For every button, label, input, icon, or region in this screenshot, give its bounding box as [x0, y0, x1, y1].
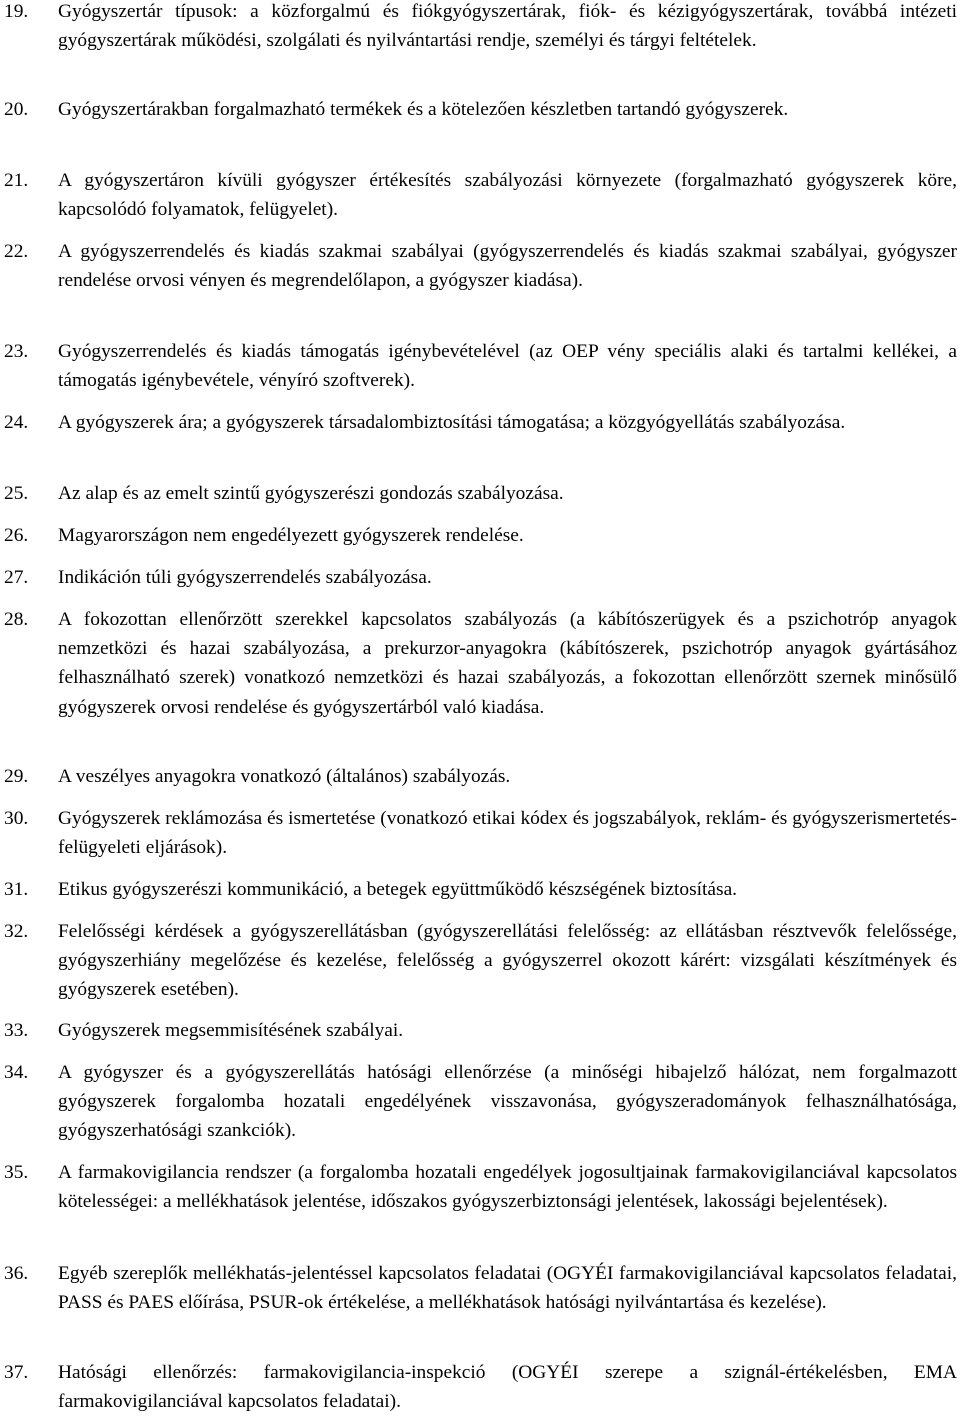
item-text: Indikáción túli gyógyszerrendelés szabályozása. — [58, 567, 432, 588]
item-number: 36. — [4, 1263, 29, 1284]
list-item — [4, 1016, 957, 1045]
item-text: Hatósági ellenőrzés: farmakovigilancia-inspekció (OGYÉI szerepe a szignál-értékelésben, EMA farmakovigilanciával kapcsolatos feladatai). — [58, 1362, 957, 1413]
list-item — [4, 917, 957, 1005]
item-number: 26. — [4, 525, 29, 546]
item-text: A fokozottan ellenőrzött szerekkel kapcsolatos szabályozás (a kábítószerügyek és a pszichotróp anyagok nemzetközi és hazai szabályozása, a prekurzor-anyagokra (kábítószerek, pszichotróp anyagok gyártásához felhasználható szerek) vonatkozó nemzetközi és hazai szabályozás, a fokozottan ellenőrzött szernek minősülő gyógyszerek orvosi rendelése és gyógyszertárból való kiadása. — [58, 609, 957, 718]
list-item — [4, 1058, 957, 1146]
item-number: 21. — [4, 170, 29, 191]
item-text: A gyógyszerrendelés és kiadás szakmai szabályai (gyógyszerrendelés és kiadás szakmai szabályai, gyógyszer rendelése orvosi vényen és megrendelőlapon, a gyógyszer kiadása). — [58, 241, 957, 292]
item-number: 23. — [4, 341, 29, 362]
item-number: 34. — [4, 1062, 29, 1083]
list-item — [4, 762, 957, 791]
list-item — [4, 237, 957, 295]
list-item — [4, 479, 957, 508]
item-text: Felelősségi kérdések a gyógyszerellátásban (gyógyszerellátási felelősség: az ellátásban résztvevők felelőssége, gyógyszerhiány megelőzése és kezelése, felelősség a gyógyszerrel okozott kárért: vizsgálati készítmények és gyógyszerek esetében). — [58, 921, 957, 1001]
item-text: A gyógyszer és a gyógyszerellátás hatósági ellenőrzése (a minőségi hibajelző hálózat, nem forgalmazott gyógyszerek forgalomba hozatali engedélyének visszavonása, gyógyszeradományok felhasználhatósága, gyógyszerhatósági szankciók). — [58, 1062, 957, 1142]
list-item — [4, 563, 957, 592]
item-text: Az alap és az emelt szintű gyógyszerészi gondozás szabályozása. — [58, 483, 564, 504]
item-number: 32. — [4, 921, 29, 942]
item-number: 27. — [4, 567, 29, 588]
item-text: Magyarországon nem engedélyezett gyógyszerek rendelése. — [58, 525, 524, 546]
item-text: Gyógyszerek reklámozása és ismertetése (vonatkozó etikai kódex és jogszabályok, reklám- és gyógyszerismertetés-felügyeleti eljárások). — [58, 808, 957, 859]
item-number: 20. — [4, 99, 29, 120]
item-text: Gyógyszertár típusok: a közforgalmú és fiókgyógyszertárak, fiók- és kézigyógyszertárak, továbbá intézeti gyógyszertárak működési, szolgálati és nyilvántartási rendje, személyi és tárgyi feltételek. — [58, 1, 957, 52]
item-text: Egyéb szereplők mellékhatás-jelentéssel kapcsolatos feladatai (OGYÉI farmakovigilanciával kapcsolatos feladatai, PASS és PAES előírása, PSUR-ok értékelése, a mellékhatások hatósági nyilvántartása és kezelése). — [58, 1263, 957, 1314]
list-item — [4, 166, 957, 224]
item-number: 31. — [4, 879, 29, 900]
item-number: 33. — [4, 1020, 29, 1041]
item-number: 29. — [4, 766, 29, 787]
item-text: A farmakovigilancia rendszer (a forgalomba hozatali engedélyek jogosultjainak farmakovigilanciával kapcsolatos kötelességei: a mellékhatások jelentése, időszakos gyógyszerbiztonsági jelentések, lakossági bejelentések). — [58, 1162, 957, 1213]
list-item — [4, 0, 957, 55]
item-text: Gyógyszerrendelés és kiadás támogatás igénybevételével (az OEP vény speciális alaki és tartalmi kellékei, a támogatás igénybevétele, vényíró szoftverek). — [58, 341, 957, 392]
list-item — [4, 95, 957, 124]
list-item — [4, 408, 957, 437]
item-number: 25. — [4, 483, 29, 504]
list-item — [4, 521, 957, 550]
item-text: A veszélyes anyagokra vonatkozó (általános) szabályozás. — [58, 766, 511, 787]
item-number: 19. — [4, 1, 29, 22]
list-item — [4, 337, 957, 395]
list-item — [4, 605, 957, 722]
item-number: 28. — [4, 609, 29, 630]
list-item — [4, 875, 957, 904]
item-number: 37. — [4, 1362, 29, 1383]
item-number: 30. — [4, 808, 29, 829]
item-text: Gyógyszertárakban forgalmazható termékek és a kötelezően készletben tartandó gyógyszerek. — [58, 99, 789, 120]
list-item — [4, 1358, 957, 1416]
list-item — [4, 804, 957, 862]
item-text: A gyógyszerek ára; a gyógyszerek társadalombiztosítási támogatása; a közgyógyellátás szabályozása. — [58, 412, 846, 433]
item-text: Etikus gyógyszerészi kommunikáció, a betegek együttműködő készségének biztosítása. — [58, 879, 738, 900]
item-number: 24. — [4, 412, 29, 433]
item-number: 35. — [4, 1162, 29, 1183]
list-item — [4, 1259, 957, 1317]
item-text: A gyógyszertáron kívüli gyógyszer értékesítés szabályozási környezete (forgalmazható gyógyszerek köre, kapcsolódó folyamatok, felügyelet). — [58, 170, 957, 221]
list-item — [4, 1158, 957, 1216]
item-text: Gyógyszerek megsemmisítésének szabályai. — [58, 1020, 404, 1041]
item-number: 22. — [4, 241, 29, 262]
